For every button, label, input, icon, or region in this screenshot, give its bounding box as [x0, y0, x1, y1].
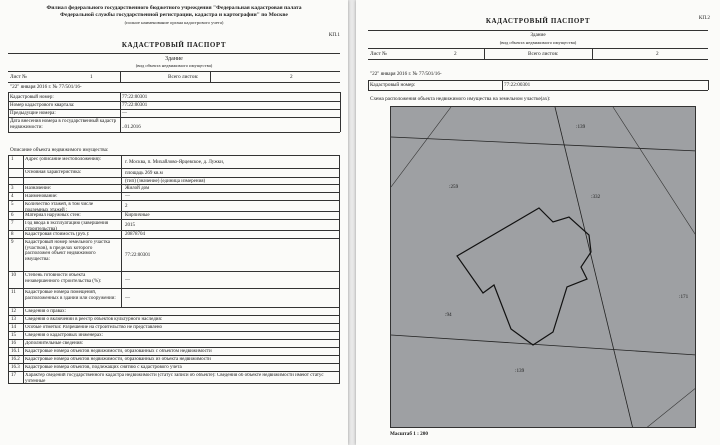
row-label: Кадастровые номера объектов недвижимости, образованных с объектом недвижимости	[25, 349, 212, 354]
label-332: :332	[591, 194, 601, 200]
description-row	[8, 184, 340, 192]
description-title: Описание объекта недвижимого имущества:	[10, 147, 109, 153]
label-139-top: :139	[576, 124, 586, 130]
description-row	[8, 155, 340, 168]
row-label: Материал наружных стен:	[25, 213, 81, 218]
row-number: 12	[11, 309, 16, 314]
description-row	[8, 211, 340, 219]
label-259: :259	[449, 184, 459, 190]
row-label: Кадастровая стоимость (руб.):	[25, 232, 90, 237]
row-value: Жилой дом	[125, 186, 150, 191]
row-number: 14	[11, 325, 16, 330]
description-row	[8, 288, 340, 307]
description-row	[8, 363, 340, 371]
row-number: 17	[11, 373, 16, 378]
field-cadastral-number-label: Кадастровый номер:	[10, 95, 54, 100]
description-row	[8, 371, 340, 383]
passport-page-2	[356, 0, 720, 445]
description-row	[8, 238, 340, 271]
description-row	[8, 230, 340, 238]
description-row	[8, 355, 340, 363]
cadastral-number-value: 77:22:00301	[504, 82, 531, 88]
row-label: Год ввода в эксплуатацию (завершения строительства)	[25, 221, 109, 231]
row-label: Сведения о включении в реестр объектов культурного наследия:	[25, 317, 163, 322]
row-label: Кадастровые номера объектов, подлежащих снятию с кадастрового учета	[25, 365, 182, 370]
description-row	[8, 331, 340, 339]
field-quarter-label: Номер кадастрового квартала:	[10, 103, 75, 108]
row-number: 9	[11, 240, 14, 245]
description-row	[8, 177, 340, 184]
field-quarter-value: 77:22:00301	[122, 103, 148, 108]
site-plan-drawing	[391, 107, 696, 428]
parcel-boundary-line	[391, 107, 451, 187]
row-label: Сведения о кадастровых инженерах:	[25, 333, 103, 338]
row-number: 8	[11, 232, 14, 237]
description-row	[8, 323, 340, 331]
row-label: Количество этажей, в том числе подземных этажей :	[25, 202, 94, 212]
row-label: Наименование:	[25, 194, 58, 199]
sheet-number: 1	[90, 74, 93, 80]
row-label: Характер сведений государственного кадастра недвижимости (статус записи об объекте): Сведения об объекте недвижимости имеют статус учтенные	[25, 373, 324, 384]
sheet-label: Лист №	[10, 74, 28, 80]
date-number: "22" января 2016 г. № 77/501/16-	[10, 84, 82, 90]
row-number: 4	[11, 194, 14, 199]
page-title: КАДАСТРОВЫЙ ПАСПОРТ	[485, 17, 591, 25]
row-value: —	[125, 295, 130, 301]
row-number: 16.1	[11, 349, 20, 354]
row-value: г. Москва, п. Михайлово-Ярцевское, д. Лужки,	[125, 159, 224, 165]
row-value: 20878704	[125, 232, 145, 237]
description-row	[8, 168, 340, 177]
description-row	[8, 219, 340, 230]
header-caption: (полное наименование органа кадастрового учета)	[124, 20, 224, 25]
form-code: КП.1	[328, 32, 340, 38]
row-number: 15	[11, 333, 16, 338]
row-number: 5	[11, 202, 14, 207]
parcel-boundary-line	[555, 107, 633, 428]
object-caption: (вид объекта недвижимого имущества)	[135, 63, 213, 68]
parcel-boundary-line	[613, 107, 696, 237]
row-number: 6	[11, 213, 14, 218]
row-value: Кирпичные	[125, 213, 150, 218]
row-value: площадь 269 кв.м	[125, 170, 163, 176]
description-row	[8, 200, 340, 211]
row-value: 77:22:00301	[125, 252, 151, 258]
sheets-total-label: Всего листов:	[168, 74, 199, 80]
description-row	[8, 307, 340, 315]
row-label: Особые отметки: Разрешение на строительство не представлено	[25, 325, 163, 330]
row-number: 3	[11, 186, 14, 191]
row-label: Адрес (описание местоположения):	[25, 157, 101, 162]
date-number: "22" января 2016 г. № 77/501/16-	[370, 71, 442, 77]
field-previous-label: Предыдущие номера:	[10, 111, 56, 116]
row-value: —	[125, 194, 130, 199]
object-type: Здание	[530, 32, 546, 38]
passport-page-1	[0, 0, 348, 445]
description-row	[8, 192, 340, 200]
description-row	[8, 339, 340, 347]
row-number: 16.2	[11, 357, 20, 362]
row-number: 16	[11, 341, 16, 346]
field-cadastral-number-value: 77:22:00301	[122, 95, 148, 100]
object-caption: (вид объекта недвижимого имущества)	[499, 40, 577, 45]
label-171: :171	[679, 294, 689, 300]
parcel-boundary-line	[645, 387, 696, 428]
row-label: Кадастровые номера помещений, расположенных в здании или сооружении:	[25, 290, 116, 301]
row-label: Назначение:	[25, 186, 52, 191]
row-value: —	[125, 277, 130, 283]
row-label: Дополнительные сведения:	[25, 341, 84, 346]
sheet-number: 2	[454, 51, 457, 57]
row-number: 1	[11, 157, 14, 162]
page-title: КАДАСТРОВЫЙ ПАСПОРТ	[121, 41, 227, 49]
parcel-boundary-line	[391, 137, 696, 151]
header-line-1: Филиал федерального государственного бюджетного учреждения "Федеральная кадастровая палата	[46, 5, 302, 11]
row-value: (тип) (значение) (единица измерения)	[125, 179, 206, 184]
object-type: Здание	[165, 56, 183, 62]
building-contour	[457, 208, 591, 345]
row-number: 11	[11, 290, 16, 295]
form-code: КП.2	[698, 15, 710, 21]
site-plan-scheme	[390, 106, 696, 428]
scheme-title: Схема расположения объекта недвижимого имущества на земельном участке(ах):	[370, 96, 551, 102]
row-label: Кадастровые номера объектов недвижимости, образованных из объекта недвижимости	[25, 357, 211, 362]
scale-label: Масштаб 1 : 200	[390, 431, 428, 437]
row-label: Сведения о правах:	[25, 309, 67, 314]
row-label: Основная характеристика:	[25, 170, 82, 175]
description-row	[8, 347, 340, 355]
row-label: Степень готовности объекта незавершенного строительства (%):	[25, 273, 102, 284]
cadastral-number-label: Кадастровый номер:	[370, 82, 416, 88]
description-row	[8, 271, 340, 288]
field-previous-value: —	[122, 111, 127, 116]
label-94: :94	[445, 312, 452, 318]
sheet-label: Лист №	[370, 51, 388, 57]
row-number: 7	[11, 221, 14, 226]
row-label: Кадастровый номер земельного участка (участков), в пределах которого расположен объект недвижимого имущества:	[25, 240, 110, 262]
header-line-2: Федеральной службы государственной регистрации, кадастра и картографии" по Москве	[60, 12, 288, 18]
sheets-total-label: Всего листов:	[528, 51, 559, 57]
field-entry-date-label: Дата внесения номера в государственный кадастр недвижимости:	[10, 119, 117, 130]
row-value: 2015	[125, 222, 135, 228]
row-number: 16.3	[11, 365, 20, 370]
row-value: 2	[125, 203, 128, 209]
row-number: 10	[11, 273, 16, 278]
sheets-total: 2	[290, 74, 293, 80]
field-entry-date-value: ..01.2016	[122, 125, 141, 130]
description-row	[8, 315, 340, 323]
label-139-bottom: :139	[515, 368, 525, 374]
row-number: 13	[11, 317, 16, 322]
sheets-total: 2	[656, 51, 659, 57]
